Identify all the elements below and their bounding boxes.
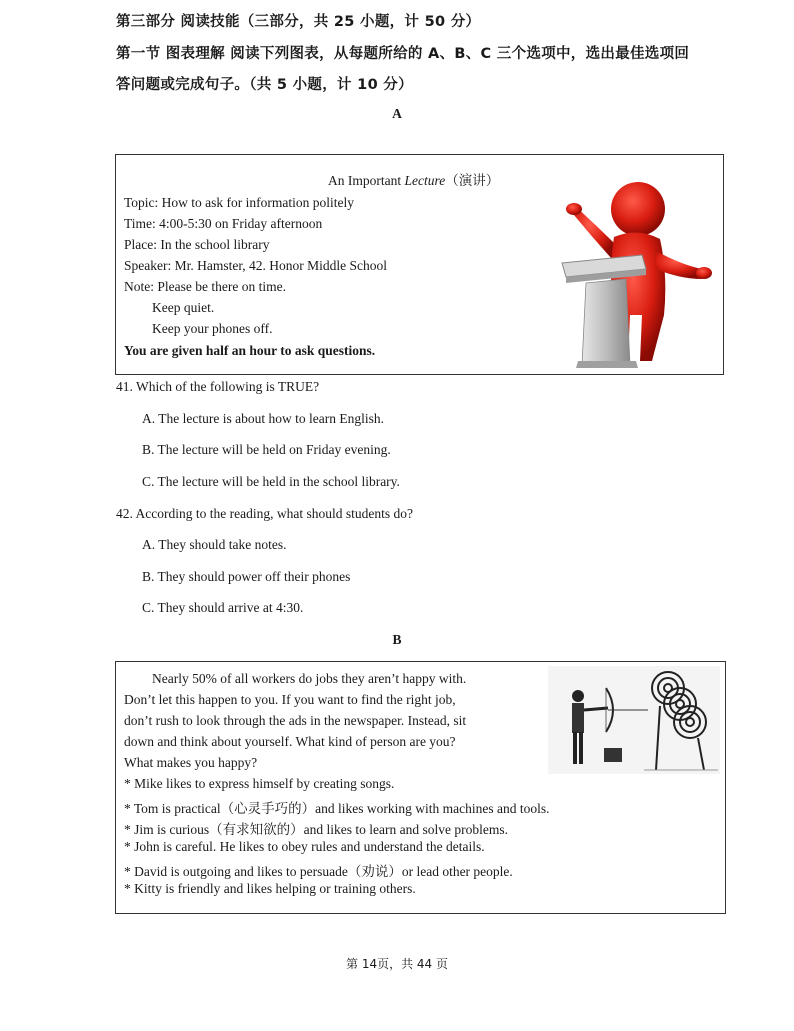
lecture-note-quiet: Keep quiet. [152,300,215,315]
lecture-topic: Topic: How to ask for information politely [124,195,355,210]
lecture-questions-note: You are given half an hour to ask questions. [124,343,376,358]
passage-b-line-5: What makes you happy? [124,755,258,770]
lecture-speaker: Speaker: Mr. Hamster, 42. Honor Middle School [124,258,388,273]
lecture-note-phones: Keep your phones off. [152,321,273,336]
question-42-option-a: A. They should take notes. [142,537,287,552]
question-42-stem: 42. According to the reading, what should students do? [116,506,413,521]
red-figure-lecturer-at-podium-icon [556,165,716,370]
passage-b-line-2: Don’t let this happen to you. If you want to find the right job, [124,692,456,707]
section-instruction-line1: 第一节 图表理解 阅读下列图表，从每题所给的 A、B、C 三个选项中，选出最佳选项回 [116,46,690,62]
passage-b-box [115,661,726,914]
question-41-option-a: A. The lecture is about how to learn English. [142,411,384,426]
passage-b-line-4: down and think about yourself. What kind of person are you? [124,734,456,749]
question-42-option-b: B. They should power off their phones [142,569,351,584]
archer-and-targets-icon [548,666,720,774]
passage-a-label: A [392,106,402,121]
lecture-title-italic: Lecture [404,173,446,188]
lecture-title-prefix: An Important [328,173,405,188]
lecture-note: Note: Please be there on time. [124,279,286,294]
question-41-option-b: B. The lecture will be held on Friday evening. [142,442,391,457]
question-42-option-c: C. They should arrive at 4:30. [142,600,304,615]
passage-b-jim: * Jim is curious（有求知欲的）and likes to learn and solve problems. [124,822,508,837]
page-number: 第 14页，共 44 页 [346,957,448,971]
passage-b-tom: * Tom is practical（心灵手巧的）and likes working with machines and tools. [124,801,550,816]
section-instruction-line2: 答问题或完成句子。（共 5 小题，计 10 分） [116,77,413,93]
passage-b-mike: * Mike likes to express himself by creating songs. [124,776,395,791]
part-heading: 第三部分 阅读技能（三部分，共 25 小题，计 50 分） [116,14,481,30]
passage-b-david: * David is outgoing and likes to persuade（劝说）or lead other people. [124,864,513,879]
passage-b-john: * John is careful. He likes to obey rules and understand the details. [124,839,485,854]
question-41-stem: 41. Which of the following is TRUE? [116,379,320,394]
passage-b-kitty: * Kitty is friendly and likes helping or training others. [124,881,416,896]
passage-b-line-1: Nearly 50% of all workers do jobs they aren’t happy with. [152,671,467,686]
lecture-title-suffix: （演讲） [445,173,500,188]
passage-b-line-3: don’t rush to look through the ads in the newspaper. Instead, sit [124,713,467,728]
question-41-option-c: C. The lecture will be held in the school library. [142,474,400,489]
lecture-place: Place: In the school library [124,237,270,252]
lecture-title [328,169,499,189]
passage-a-box [115,154,724,375]
passage-b-label: B [392,632,402,647]
lecture-time: Time: 4:00-5:30 on Friday afternoon [124,216,323,231]
